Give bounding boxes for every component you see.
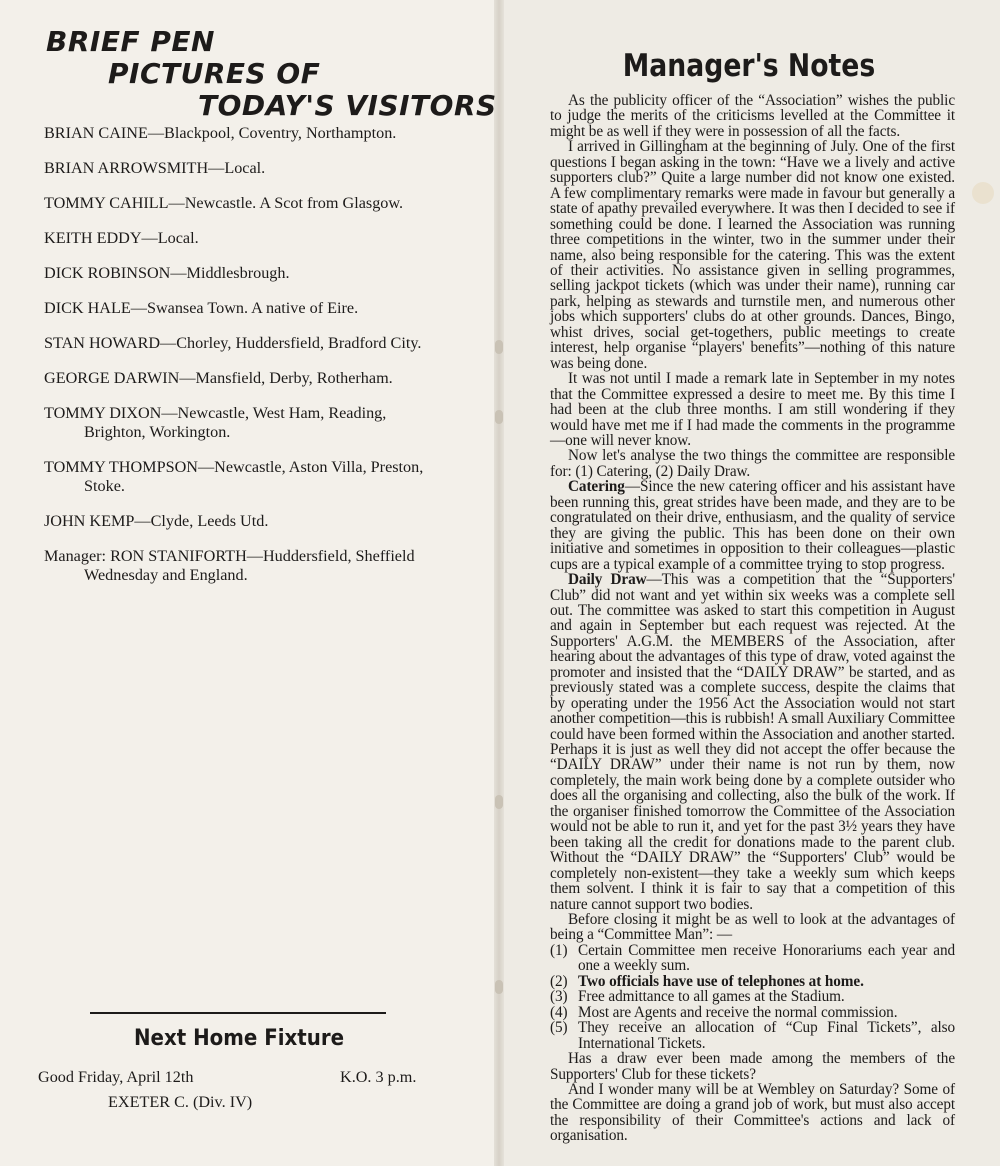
list-number: (2) — [550, 972, 568, 990]
list-item — [550, 989, 955, 1004]
catering-heading: Catering — [568, 478, 625, 496]
list-text: Free admittance to all games at the Stadium. — [578, 988, 845, 1006]
notes-paragraph: I arrived in Gillingham at the beginning of July. One of the first questions I began asking in the town: “Have we a lively and active supporters club?” Quite a large number did not know one existed. A few complimentary remarks were made in favour but generally a state of apathy prevailed everywhere. It was then I decided to see if something could be done. I learned the Association was running three competitions in the winter, two in the summer under their name, also being responsible for the catering. This was the extent of their activities. No assistance given in selling programmes, selling jackpot tickets (which was under their name), running car park, helping as stewards and turnstile men, and numerous other jobs which supporters' clubs do at other grounds. Dances, Bingo, whist drives, social get-togethers, public meetings to create interest, help organise “players' benefits”—nothing of this nature was being done. — [550, 138, 955, 372]
title-line-3: TODAY'S VISITORS — [198, 89, 497, 122]
daily-draw-heading: Daily Draw — [568, 571, 647, 589]
notes-paragraph: Has a draw ever been made among the members of the Supporters' Club for these tickets? — [550, 1050, 955, 1083]
staple-mark — [495, 410, 503, 424]
notes-paragraph: It was not until I made a remark late in September in my notes that the Committee expressed a desire to meet me. By this time I had been at the club three months. I am still wondering if they would have met me if I had made the comments in the programme—one will never know. — [550, 370, 955, 449]
list-item — [550, 974, 955, 989]
visitor-entry: KEITH EDDY—Local. — [44, 229, 199, 247]
visitor-list — [44, 124, 449, 601]
fixture-date: Good Friday, April 12th — [38, 1068, 194, 1086]
fixture-opponent: EXETER C. (Div. IV) — [108, 1093, 253, 1111]
visitor-entry: TOMMY CAHILL—Newcastle. A Scot from Glasgow. — [44, 194, 404, 212]
visitor-entry: BRIAN ARROWSMITH—Local. — [44, 159, 266, 177]
list-text: Certain Committee men receive Honorariums each year and one a weekly sum. — [578, 941, 955, 975]
page-title: Manager's Notes — [622, 48, 876, 84]
notes-paragraph: Before closing it might be as well to look at the advantages of being a “Committee Man”: — — [550, 911, 955, 944]
list-number: (5) — [550, 1019, 568, 1037]
list-item — [550, 1020, 955, 1051]
divider-rule — [90, 1012, 386, 1014]
title-line-2: PICTURES OF — [108, 57, 321, 90]
visitor-entry: BRIAN CAINE—Blackpool, Coventry, Northampton. — [44, 124, 397, 142]
notes-paragraph — [550, 572, 955, 912]
visitor-entry: STAN HOWARD—Chorley, Huddersfield, Bradford City. — [44, 334, 422, 352]
manager-entry: Manager: RON STANIFORTH—Huddersfield, Sheffield Wednesday and England. — [44, 547, 415, 584]
list-text: Two officials have use of telephones at home. — [578, 972, 864, 990]
visitor-entry: DICK ROBINSON—Middlesbrough. — [44, 264, 290, 282]
title-line-1: BRIEF PEN — [46, 25, 215, 58]
notes-paragraph: As the publicity officer of the “Association” wishes the public to judge the merits of the criticisms levelled at the Committee it might be as well if they were in possession of all the facts. — [550, 92, 955, 140]
visitor-entry: GEORGE DARWIN—Mansfield, Derby, Rotherham. — [44, 369, 393, 387]
visitor-entry: TOMMY THOMPSON—Newcastle, Aston Villa, Preston, Stoke. — [44, 458, 424, 495]
visitor-entry: JOHN KEMP—Clyde, Leeds Utd. — [44, 512, 269, 530]
daily-draw-text: —This was a competition that the “Supporters' Club” did not want and yet within six weeks was a complete sell out. The committee was asked to start this competition in August and again in September but each request was rejected. At the Supporters' A.G.M. the MEMBERS of the Association, after hearing about the advantages of this type of draw, voted against the promoter and insisted that the “DAILY DRAW” be started, and as previously stated was a complete success, despite the claims that by operating under the 1956 Act the Association would not start another competition—this is rubbish! A small Auxiliary Committee could have been formed within the Association and another started. Perhaps it is just as well they did not accept the offer because the “DAILY DRAW” under their name is not run by them, now completely, the main work being done by a complete outsider who does all the organising and collecting, also the bulk of the work. If the organiser finished tomorrow the Committee of the Association would not be able to run it, and yet for the past 3½ years they have been taking all the credit for donations made to the parent club. Without the “DAILY DRAW” the “Supporters' Club” would be completely non-existent—they take a weekly sum which keeps them solvent. I think it is fair to say that a competition of this nature cannot support two bodies. — [550, 571, 955, 913]
staple-mark — [495, 795, 503, 809]
fixture-heading: Next Home Fixture — [133, 1026, 345, 1051]
list-item — [550, 1005, 955, 1020]
paper-stain — [972, 182, 994, 204]
staple-mark — [495, 340, 503, 354]
list-item — [550, 943, 955, 974]
list-text: They receive an allocation of “Cup Final Tickets”, also International Tickets. — [578, 1019, 955, 1052]
list-number: (4) — [550, 1003, 568, 1021]
staple-mark — [495, 980, 503, 994]
list-text: Most are Agents and receive the normal commission. — [578, 1003, 898, 1021]
list-number: (1) — [550, 941, 568, 959]
visitor-entry: TOMMY DIXON—Newcastle, West Ham, Reading, Brighton, Workington. — [44, 404, 387, 441]
fixture-kickoff: K.O. 3 p.m. — [340, 1068, 417, 1086]
managers-notes-body — [550, 93, 955, 1144]
notes-paragraph: And I wonder many will be at Wembley on Saturday? Some of the Committee are doing a grand job of work, but must also accept the responsibility of their Committee's actions and lack of organisation. — [550, 1081, 955, 1145]
visitor-entry: DICK HALE—Swansea Town. A native of Eire. — [44, 299, 359, 317]
notes-paragraph: Now let's analyse the two things the committee are responsible for: (1) Catering, (2) Daily Draw. — [550, 447, 955, 480]
notes-paragraph — [550, 479, 955, 572]
list-number: (3) — [550, 988, 568, 1006]
catering-text: —Since the new catering officer and his assistant have been running this, great strides have been made, and they are to be congratulated on their drive, enthusiasm, and the quality of service they are giving the public. This has been done on their own initiative and sometimes in opposition to their colleagues—plastic cups are a typical example of a committee trying to stop progress. — [550, 478, 955, 573]
